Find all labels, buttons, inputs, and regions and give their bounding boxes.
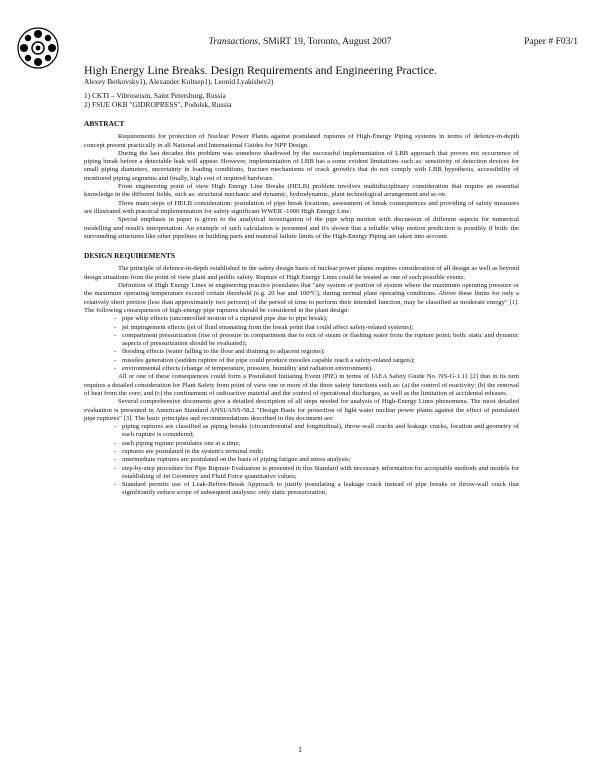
authors bbox=[84, 77, 519, 86]
design-paragraph: Definition of High Energy Lines in engineering practice postulates that "any system or portion of system where the maximum operating pressure or the maximum operating temperature exceed certain threshold (e.g. 20 bar and 100°C), during normal plant operating conditions. Above these limits for only a relatively short portion (less than approximately two percent) of the period of time to perform their intended function, may be classified as moderate energy" [1]. The following consequences of high-energy pipe ruptures should be considered in the plant design: bbox=[84, 282, 519, 314]
design-paragraph: Several comprehensive documents give a detailed description of all steps needed for analysis of High-Energy Lines phenomena. The most detailed evaluation is presented in American Standard ANSI/ANS-58.2 "Design Basis for protection of light water nuclear power plants against the effect of postulated pipe ruptures" [3]. The basic principles and recommendations described in this document are: bbox=[84, 398, 519, 422]
abstract-paragraph: Special emphasis in paper is given to the analytical investigation of the pipe whip motion with discussion of different aspects for numerical modelling and result's interpretation. An example of such calculation is presented and it's shown that a reliable whip motion prediction is possibly if both: the surrounding structures like other pipelines or building parts and material failure limits of the High-Energy Piping are taken into account. bbox=[84, 216, 519, 240]
design-heading: DESIGN REQUIREMENTS bbox=[84, 251, 175, 261]
abstract-paragraph: Requirements for protection of Nuclear Power Plants against postulated ruptures of High-Energy Piping systems in terms of defence-in-depth concept present practically in all National and International Guides for NPP Design. bbox=[84, 133, 519, 149]
author-list: Alexey Berkovsky1), Alexander Kultsep1), Leonid Lyakishev2) bbox=[84, 77, 274, 86]
abstract-paragraph: Three main steps of HELB consideration: postulation of pipe break locations, assessment of break consequences and providing of safety measures are illustrated with practical implementation for safety significant WWER -1000 High Energy Line. bbox=[84, 199, 519, 215]
affiliations bbox=[84, 91, 519, 109]
affiliation-1: 1) CKTI – Vibroseism, Saint Petersburg, Russia bbox=[84, 91, 226, 100]
list-item: - flooding effects (water falling to the floor and draining to adjacent regions); bbox=[114, 348, 519, 356]
paper-title: High Energy Line Breaks. Design Requirements and Engineering Practice. bbox=[84, 63, 437, 77]
list-item: - each piping rupture postulates one at a time; bbox=[114, 440, 519, 448]
smirt-logo-icon bbox=[16, 26, 60, 70]
list-item: - piping ruptures are classified as piping breaks (circumferential and longitudinal), throw-wall cracks and leakage cracks, location and geometry of each rupture is considered; bbox=[114, 423, 519, 440]
affiliation-2: 2) FSUE OKB "GIDROPRESS", Podolsk, Russia bbox=[84, 100, 232, 109]
list-item: - jet impingement effects (jet of fluid emanating from the break point that could affect safety-related systems); bbox=[114, 324, 519, 332]
journal-name: Transactions, bbox=[208, 36, 261, 47]
abstract-paragraph: From engineering point of view High Energy Line Breaks (HELB) problem involves multidisciplinary consideration that require an essential knowledge in the different fields, such as: structural mechanic and dynamic, hydrodynamic, plant technological arrangement and so on. bbox=[84, 183, 519, 199]
list-item: - Standard permits use of Leak-Before-Break Approach to justify postulating a leakage crack instead of pipe breaks or throw-wall crack that significantly reduce scope of subsequent analyses: only static pressurization, bbox=[114, 481, 519, 498]
consequences-list bbox=[84, 315, 519, 373]
list-item: - intermediate ruptures are postulated on the basis of piping fatigue and stress analysis; bbox=[114, 456, 519, 464]
paper-id: Paper # F03/1 bbox=[524, 36, 578, 47]
paper-body bbox=[84, 64, 519, 498]
principles-list bbox=[84, 423, 519, 498]
design-paragraph: The principle of defence-in-depth established in the safety design basis of nuclear power plants requires consideration of all design as well as beyond design situations from the point of view plant and public safety. Rupture of High Energy Lines could be treated as one of such possible events. bbox=[84, 265, 519, 281]
list-item: - pipe whip effects (uncontrolled motion of a ruptured pipe due to pipe break); bbox=[114, 315, 519, 323]
list-item: - compartment pressurization (rise of pressure in compartment due to exit of steam or flashing water from the rupture point; both: static and dynamic aspects of pressurization should be evaluated); bbox=[114, 332, 519, 349]
running-header bbox=[0, 36, 600, 47]
abstract-paragraph: During the last decades this problem was somehow shadowed by the successful implementation of LBB approach that proves not occurrence of piping break before a detectable leak will appear. However, implementation of LBB has a some evident limitations such as: sensitivity of detection devices for small piping diameters, uncertainty in loading conditions, fracture mechanisms of crack growth's that do not comply with LBB hypothesis, accessibility of monitored piping segments and finally, high cost of required hardware. bbox=[84, 149, 519, 182]
list-item: - ruptures are postulated in the system's terminal ends; bbox=[114, 448, 519, 456]
list-item: - environmental effects (change of temperature, pressure, humidity and radiation environment). bbox=[114, 365, 519, 373]
list-item: - step-by-step procedure for Pipe Rupture Evaluation is presented in this Standard with necessary information for acceptable methods and models for establishing of Jet Geometry and Fluid Force quantitative values; bbox=[114, 465, 519, 482]
page-number: 1 bbox=[298, 745, 302, 754]
abstract-heading: ABSTRACT bbox=[84, 119, 125, 128]
list-item: - missiles generation (sudden rupture of the pipe could produce missiles capable reach a safety-related targets); bbox=[114, 357, 519, 365]
design-paragraph: All or one of these consequences could form a Postulated Initiating Event (PIE) in terms of IAEA Safety Guide No. NS-G-1.11 [2] that in its turn requires a detailed consideration for Plant Safety from point of view one or more of the three safety functions such as: (a) the control of reactivity; (b) the removal of heat from the core; and (c) the confinement of radioactive material and the control of operational discharges, as well as the limitation of accidental releases. bbox=[84, 373, 519, 397]
conference-info: SMiRT 19, Toronto, August 2007 bbox=[260, 36, 392, 47]
